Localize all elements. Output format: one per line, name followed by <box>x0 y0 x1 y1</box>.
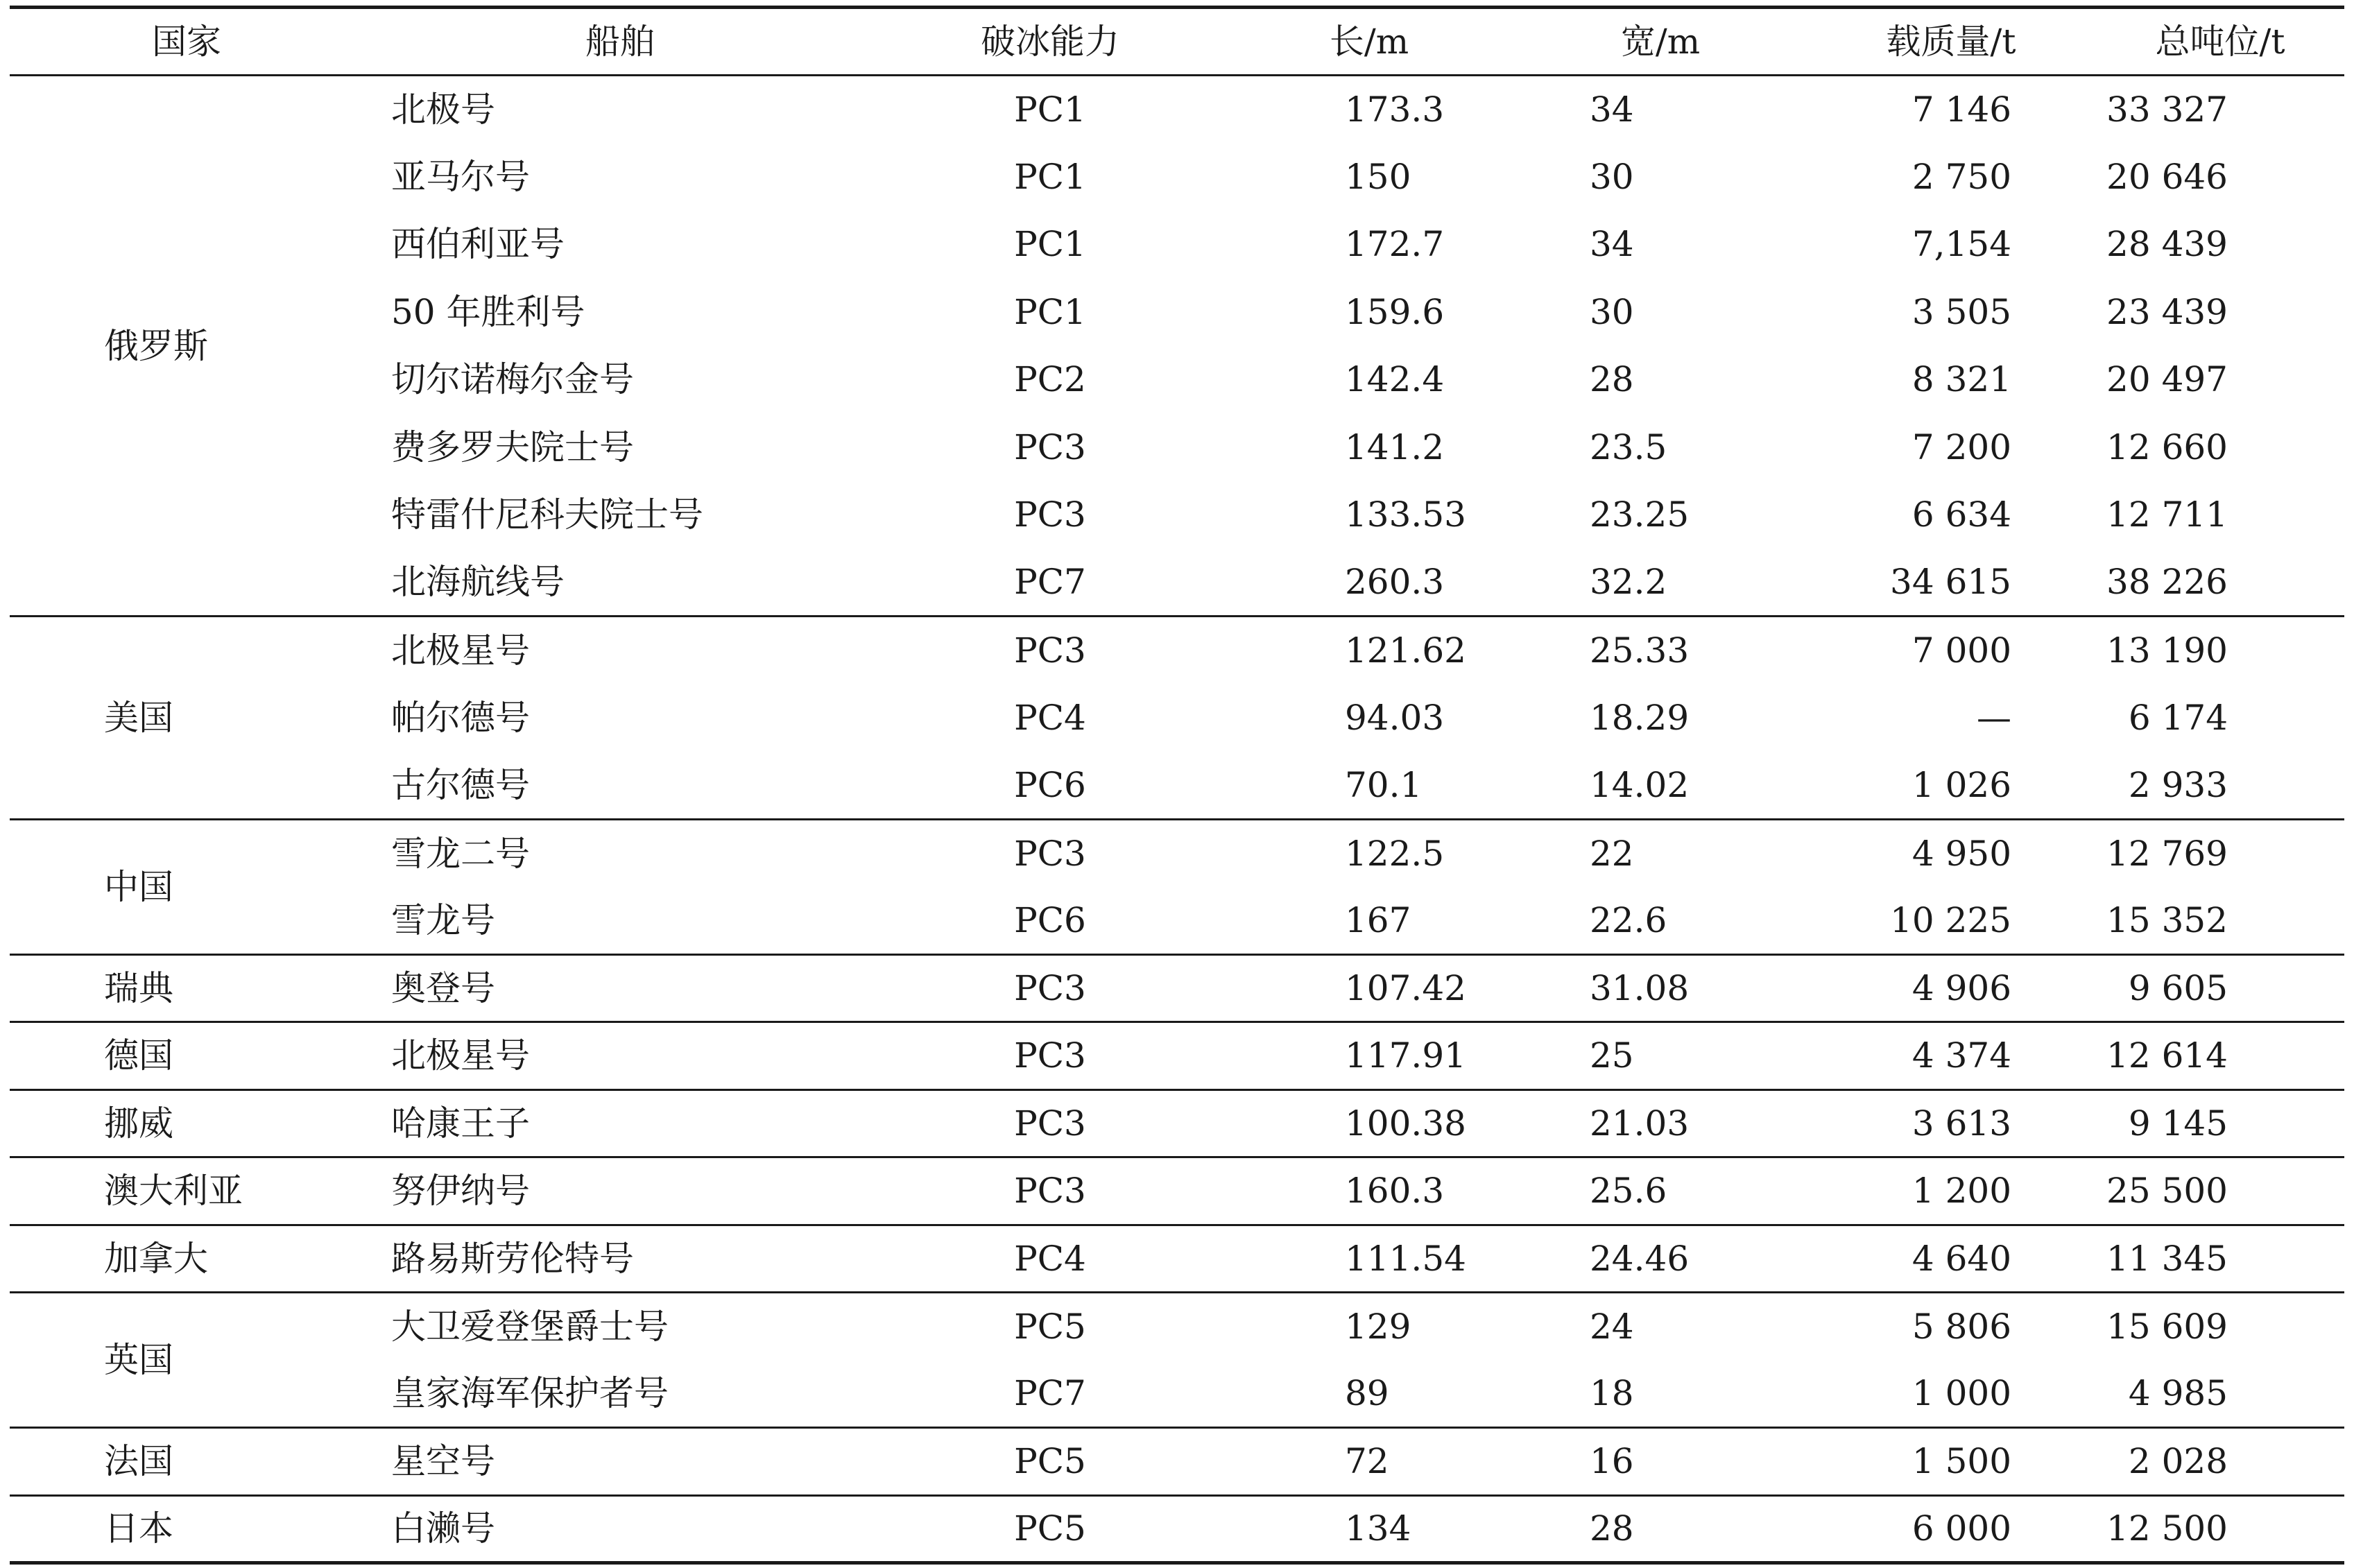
table-row <box>10 76 2344 144</box>
ice-class-cell: PC3 <box>877 1022 1223 1090</box>
gross-tonnage-cell: 20 646 <box>2106 156 2228 197</box>
width-cell: 23.25 <box>1590 494 1690 535</box>
deadweight-cell: 3 505 <box>1911 291 2011 332</box>
ice-class-cell: PC5 <box>877 1428 1223 1496</box>
gross-tonnage-cell: 15 352 <box>2096 887 2344 955</box>
length-cell: 142.4 <box>1345 359 1445 400</box>
deadweight-cell: 4 640 <box>1806 1225 2096 1293</box>
deadweight-cell: 7 200 <box>1911 427 2011 467</box>
header-gross-tonnage: 总吨位/t <box>2155 21 2285 62</box>
table-row <box>10 1293 2344 1361</box>
ice-class-cell: PC2 <box>1014 359 1086 400</box>
gross-tonnage-cell: 6 174 <box>2128 697 2228 738</box>
deadweight-cell: 8 321 <box>1911 359 2011 400</box>
width-cell: 31.08 <box>1515 954 1806 1022</box>
ice-class-cell: PC1 <box>1014 89 1086 130</box>
length-cell: 173.3 <box>1345 89 1445 130</box>
length-cell: 260.3 <box>1223 549 1515 617</box>
deadweight-cell: 6 634 <box>1911 494 2011 535</box>
deadweight-cell: 4 906 <box>1806 954 2096 1022</box>
length-cell: 134 <box>1223 1495 1515 1563</box>
ice-class-cell: PC3 <box>877 1157 1223 1225</box>
ice-class-cell: PC5 <box>877 1495 1223 1563</box>
ship-name-cell: 哈康王子 <box>363 1089 877 1157</box>
ship-name-cell: 努伊纳号 <box>363 1157 877 1225</box>
deadweight-cell: 4 374 <box>1806 1022 2096 1090</box>
ice-class-cell: PC3 <box>877 954 1223 1022</box>
width-cell: 25.6 <box>1515 1157 1806 1225</box>
width-cell: 16 <box>1515 1428 1806 1496</box>
length-cell: 122.5 <box>1345 833 1445 874</box>
ship-name-cell: 奥登号 <box>363 954 877 1022</box>
deadweight-cell: 4 950 <box>1911 833 2011 874</box>
header-ship: 船舶 <box>585 21 655 62</box>
table-row <box>10 1157 2344 1225</box>
deadweight-cell: 1 500 <box>1806 1428 2096 1496</box>
length-cell: 111.54 <box>1223 1225 1515 1293</box>
length-cell: 121.62 <box>1345 630 1466 671</box>
gross-tonnage-cell: 2 028 <box>2096 1428 2344 1496</box>
length-cell: 89 <box>1223 1360 1515 1428</box>
header-row <box>10 8 2344 76</box>
ship-name-cell: 白濑号 <box>363 1495 877 1563</box>
ice-class-cell: PC4 <box>877 1225 1223 1293</box>
width-cell: 24 <box>1590 1307 1634 1347</box>
gross-tonnage-cell: 25 500 <box>2096 1157 2344 1225</box>
ice-class-cell: PC6 <box>877 887 1223 955</box>
header-ice-class: 破冰能力 <box>981 21 1119 62</box>
length-cell: 100.38 <box>1223 1089 1515 1157</box>
width-cell: 22.6 <box>1515 887 1806 955</box>
width-cell: 30 <box>1590 291 1634 332</box>
ice-class-cell: PC3 <box>1014 427 1086 467</box>
width-cell: 18 <box>1515 1360 1806 1428</box>
table-row <box>10 1428 2344 1496</box>
deadweight-cell: — <box>1977 697 2011 738</box>
country-cell: 瑞典 <box>10 954 363 1022</box>
ship-name-cell: 北海航线号 <box>363 549 877 617</box>
gross-tonnage-cell: 2 933 <box>2096 752 2344 820</box>
gross-tonnage-cell: 33 327 <box>2106 89 2228 130</box>
length-cell: 117.91 <box>1223 1022 1515 1090</box>
country-cell: 日本 <box>10 1495 363 1563</box>
country-cell: 加拿大 <box>10 1225 363 1293</box>
country-cell: 美国 <box>10 617 363 820</box>
header-width: 宽/m <box>1620 21 1701 62</box>
country-cell: 澳大利亚 <box>10 1157 363 1225</box>
ship-name-cell: 西伯利亚号 <box>391 224 565 265</box>
length-cell: 160.3 <box>1223 1157 1515 1225</box>
length-cell: 133.53 <box>1345 494 1466 535</box>
header-length: 长/m <box>1329 21 1409 62</box>
deadweight-cell: 2 750 <box>1911 156 2011 197</box>
country-cell: 法国 <box>10 1428 363 1496</box>
ship-name-cell: 北极星号 <box>391 630 530 671</box>
gross-tonnage-cell: 9 145 <box>2096 1089 2344 1157</box>
deadweight-cell: 7,154 <box>1911 224 2011 265</box>
ice-class-cell: PC7 <box>877 549 1223 617</box>
width-cell: 34 <box>1590 89 1634 130</box>
width-cell: 25.33 <box>1590 630 1690 671</box>
table-row <box>10 1495 2344 1563</box>
ice-class-cell: PC3 <box>1014 494 1086 535</box>
country-cell: 俄罗斯 <box>10 76 363 617</box>
ship-name-cell: 皇家海军保护者号 <box>363 1360 877 1428</box>
table-row <box>10 819 2344 887</box>
ship-name-cell: 50 年胜利号 <box>391 291 585 332</box>
ice-class-cell: PC1 <box>1014 224 1086 265</box>
ice-class-cell: PC3 <box>1014 630 1086 671</box>
width-cell: 22 <box>1590 833 1634 874</box>
width-cell: 32.2 <box>1515 549 1806 617</box>
gross-tonnage-cell: 12 500 <box>2096 1495 2344 1563</box>
gross-tonnage-cell: 12 711 <box>2106 494 2228 535</box>
ice-class-cell: PC1 <box>1014 156 1086 197</box>
gross-tonnage-cell: 9 605 <box>2096 954 2344 1022</box>
country-cell: 英国 <box>10 1293 363 1428</box>
gross-tonnage-cell: 13 190 <box>2106 630 2228 671</box>
deadweight-cell: 1 000 <box>1806 1360 2096 1428</box>
icebreaker-table-container <box>10 6 2344 1565</box>
width-cell: 30 <box>1590 156 1634 197</box>
width-cell: 25 <box>1515 1022 1806 1090</box>
width-cell: 18.29 <box>1590 697 1690 738</box>
length-cell: 107.42 <box>1223 954 1515 1022</box>
ship-name-cell: 古尔德号 <box>363 752 877 820</box>
table-row <box>10 1089 2344 1157</box>
length-cell: 70.1 <box>1223 752 1515 820</box>
deadweight-cell: 5 806 <box>1911 1307 2011 1347</box>
width-cell: 28 <box>1515 1495 1806 1563</box>
deadweight-cell: 7 146 <box>1911 89 2011 130</box>
length-cell: 167 <box>1223 887 1515 955</box>
ice-class-cell: PC3 <box>1014 833 1086 874</box>
gross-tonnage-cell: 11 345 <box>2096 1225 2344 1293</box>
length-cell: 129 <box>1345 1307 1411 1347</box>
ship-name-cell: 星空号 <box>363 1428 877 1496</box>
deadweight-cell: 6 000 <box>1806 1495 2096 1563</box>
length-cell: 159.6 <box>1345 291 1445 332</box>
length-cell: 141.2 <box>1345 427 1445 467</box>
gross-tonnage-cell: 4 985 <box>2096 1360 2344 1428</box>
deadweight-cell: 10 225 <box>1806 887 2096 955</box>
ship-name-cell: 雪龙号 <box>363 887 877 955</box>
table-body <box>10 76 2344 1563</box>
ship-name-cell: 路易斯劳伦特号 <box>363 1225 877 1293</box>
length-cell: 94.03 <box>1345 697 1445 738</box>
country-cell: 德国 <box>10 1022 363 1090</box>
ship-name-cell: 切尔诺梅尔金号 <box>391 359 634 400</box>
length-cell: 72 <box>1223 1428 1515 1496</box>
width-cell: 24.46 <box>1515 1225 1806 1293</box>
ice-class-cell: PC4 <box>1014 697 1086 738</box>
gross-tonnage-cell: 28 439 <box>2106 224 2228 265</box>
width-cell: 23.5 <box>1590 427 1667 467</box>
icebreaker-table <box>10 6 2344 1565</box>
ship-name-cell: 北极号 <box>391 89 495 130</box>
width-cell: 28 <box>1590 359 1634 400</box>
header-deadweight: 载质量/t <box>1886 21 2016 62</box>
length-cell: 172.7 <box>1345 224 1445 265</box>
table-row <box>10 954 2344 1022</box>
country-cell: 中国 <box>10 819 363 954</box>
gross-tonnage-cell: 12 660 <box>2106 427 2228 467</box>
table-row <box>10 617 2344 684</box>
table-row <box>10 1022 2344 1090</box>
header-country: 国家 <box>152 21 221 62</box>
ice-class-cell: PC5 <box>1014 1307 1086 1347</box>
gross-tonnage-cell: 20 497 <box>2106 359 2228 400</box>
gross-tonnage-cell: 23 439 <box>2106 291 2228 332</box>
ship-name-cell: 北极星号 <box>363 1022 877 1090</box>
deadweight-cell: 34 615 <box>1806 549 2096 617</box>
ship-name-cell: 雪龙二号 <box>391 833 530 874</box>
ice-class-cell: PC3 <box>877 1089 1223 1157</box>
deadweight-cell: 3 613 <box>1806 1089 2096 1157</box>
country-cell: 挪威 <box>10 1089 363 1157</box>
deadweight-cell: 1 026 <box>1806 752 2096 820</box>
width-cell: 34 <box>1590 224 1634 265</box>
ship-name-cell: 亚马尔号 <box>391 156 530 197</box>
deadweight-cell: 1 200 <box>1806 1157 2096 1225</box>
width-cell: 21.03 <box>1515 1089 1806 1157</box>
table-header <box>10 8 2344 76</box>
width-cell: 14.02 <box>1515 752 1806 820</box>
length-cell: 150 <box>1345 156 1411 197</box>
ice-class-cell: PC7 <box>877 1360 1223 1428</box>
ship-name-cell: 特雷什尼科夫院士号 <box>391 494 703 535</box>
gross-tonnage-cell: 38 226 <box>2096 549 2344 617</box>
table-row <box>10 1225 2344 1293</box>
ship-name-cell: 大卫爱登堡爵士号 <box>391 1307 669 1347</box>
ship-name-cell: 费多罗夫院士号 <box>391 427 634 467</box>
ship-name-cell: 帕尔德号 <box>391 697 530 738</box>
deadweight-cell: 7 000 <box>1911 630 2011 671</box>
gross-tonnage-cell: 15 609 <box>2106 1307 2228 1347</box>
gross-tonnage-cell: 12 614 <box>2096 1022 2344 1090</box>
gross-tonnage-cell: 12 769 <box>2106 833 2228 874</box>
ice-class-cell: PC1 <box>1014 291 1086 332</box>
ice-class-cell: PC6 <box>877 752 1223 820</box>
